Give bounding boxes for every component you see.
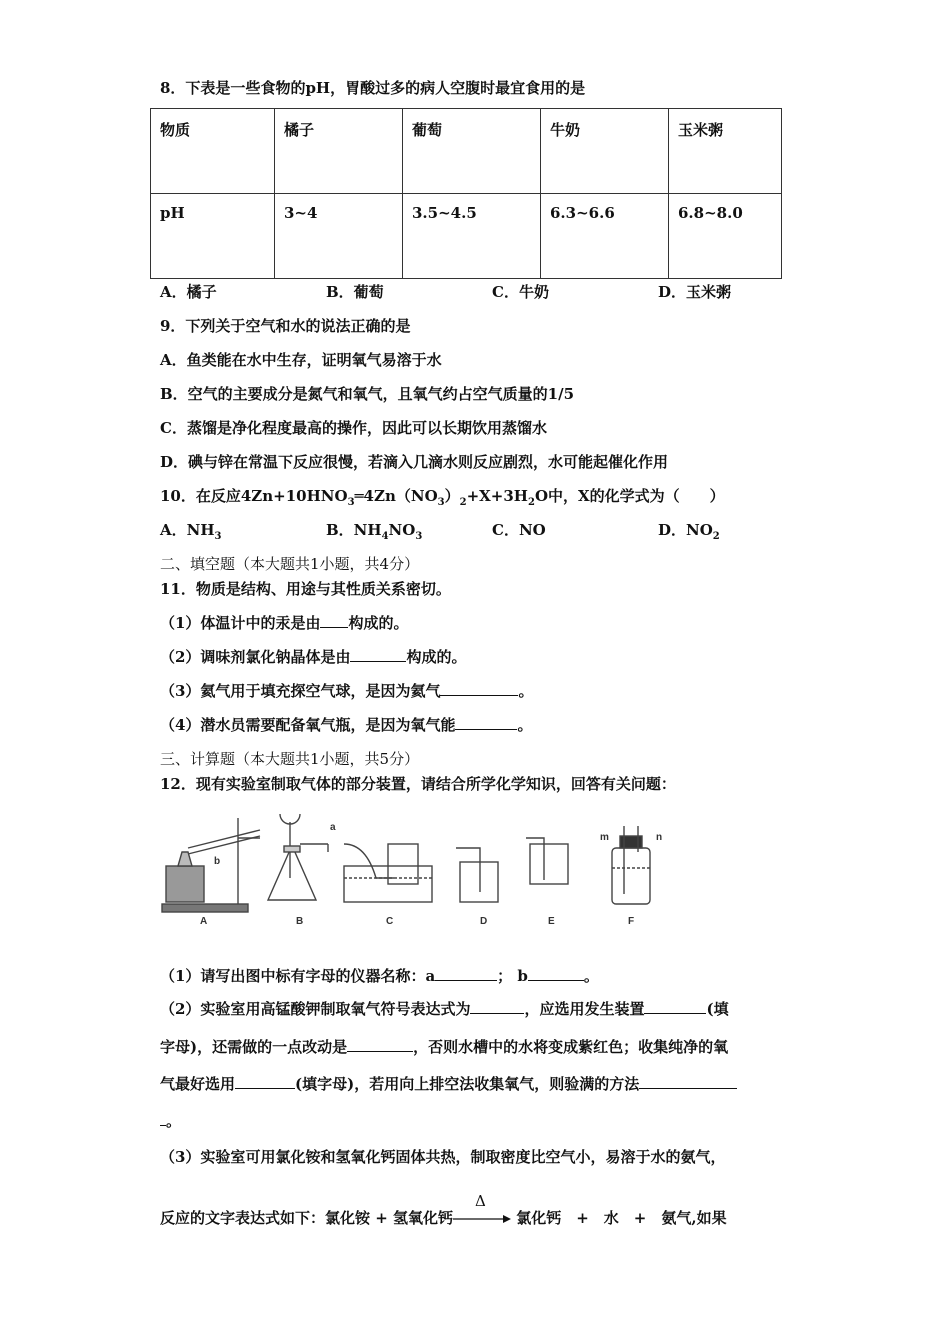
q11-item-2 (160, 646, 466, 668)
part-text: ，否则水槽中的水将变成紫红色；收集纯净的氧 (413, 1038, 729, 1056)
part-text: 反应的文字表达式如下：氯化铵 + 氢氧化钙 (160, 1209, 454, 1227)
answer-blank[interactable] (528, 966, 584, 981)
q12-part2-line1 (160, 998, 729, 1020)
option-text: NO (388, 521, 416, 539)
delta-symbol: Δ (475, 1192, 486, 1210)
part-text: 氯化钙 + 水 + 氨气,如果 (511, 1209, 727, 1227)
item-text: （1）体温计中的汞是由 (160, 614, 321, 632)
table-cell: 葡萄 (403, 109, 541, 194)
answer-blank[interactable] (470, 999, 524, 1014)
subscript: 3 (347, 497, 355, 508)
q8-options (160, 281, 731, 303)
q9-option-d[interactable]: D．碘与锌在常温下反应很慢，若滴入几滴水则反应剧烈，水可能起催化作用 (160, 453, 669, 471)
arrow-icon (453, 1212, 511, 1226)
option-text: A．NH (160, 521, 215, 539)
item-text: （2）调味剂氯化钠晶体是由 (160, 648, 351, 666)
label-D: D (480, 916, 488, 927)
table-cell: 玉米粥 (669, 109, 782, 194)
apparatus-a (162, 818, 260, 912)
q10-stem-part: ═4Zn（NO (354, 487, 438, 505)
q11-stem: 11．物质是结构、用途与其性质关系密切。 (160, 580, 451, 598)
apparatus-e (526, 838, 568, 884)
subscript: 2 (527, 497, 535, 508)
answer-blank[interactable] (639, 1074, 737, 1089)
reaction-arrow (453, 1192, 511, 1226)
q9-option-c[interactable]: C．蒸馏是净化程度最高的操作，因此可以长期饮用蒸馏水 (160, 419, 547, 437)
subscript: 2 (459, 497, 467, 508)
q10-stem (160, 485, 725, 514)
part-text: ，应选用发生装置 (524, 1000, 645, 1018)
label-A: A (200, 916, 208, 927)
label-m: m (600, 832, 609, 843)
section-heading: 三、计算题（本大题共1小题，共5分） (160, 750, 420, 768)
label-a: a (330, 822, 336, 833)
part-text: 气最好选用 (160, 1075, 236, 1093)
q11-item-3 (160, 680, 533, 702)
part-text: ； b (497, 967, 528, 985)
table-cell: 3.5~4.5 (403, 194, 541, 279)
part-text: 字母)，还需做的一点改动是 (160, 1038, 348, 1056)
item-text: 构成的。 (348, 614, 409, 632)
answer-blank[interactable] (435, 966, 497, 981)
part-text: 。 (583, 967, 599, 985)
q10-stem-part: ） (444, 487, 460, 505)
q10-stem-part: +X+3H (466, 487, 528, 505)
q12-part2-line4 (160, 1110, 181, 1132)
label-n: n (656, 832, 663, 843)
q9-option-a[interactable]: A．鱼类能在水中生存，证明氧气易溶于水 (160, 351, 442, 369)
answer-blank[interactable] (320, 613, 348, 628)
part-text: （1）请写出图中标有字母的仪器名称：a (160, 967, 436, 985)
answer-blank[interactable] (347, 1037, 413, 1052)
q12-stem: 12．现有实验室制取气体的部分装置，请结合所学化学知识，回答有关问题： (160, 775, 676, 793)
subscript: 3 (214, 531, 222, 542)
table-cell: 3~4 (275, 194, 403, 279)
answer-blank[interactable] (350, 647, 406, 662)
option-text: C．NO (492, 521, 546, 539)
item-text: 构成的。 (406, 648, 467, 666)
label-C: C (386, 916, 394, 927)
table-cell: pH (151, 194, 275, 279)
subscript: 2 (712, 531, 720, 542)
answer-blank[interactable] (235, 1074, 295, 1089)
ph-table (150, 108, 782, 279)
option-d[interactable]: D．玉米粥 (658, 283, 732, 301)
item-text: （4）潜水员需要配备氧气瓶，是因为氧气能 (160, 716, 456, 734)
q12-part1 (160, 965, 599, 987)
apparatus-f (612, 826, 650, 904)
option-a[interactable] (160, 519, 326, 548)
label-b: b (214, 856, 221, 867)
option-a[interactable]: A．橘子 (160, 283, 217, 301)
part-text: 。 (166, 1112, 182, 1130)
q12-part3-line1: （3）实验室可用氯化铵和氢氧化钙固体共热，制取密度比空气小，易溶于水的氨气， (160, 1148, 726, 1166)
q8-stem: 8．下表是一些食物的pH，胃酸过多的病人空腹时最宜食用的是 (160, 79, 586, 97)
q12-part2-line3 (160, 1073, 737, 1095)
label-B: B (296, 916, 304, 927)
q9-stem: 9．下列关于空气和水的说法正确的是 (160, 317, 411, 335)
q12-part2-line2 (160, 1036, 728, 1058)
q10-stem-part: 10．在反应4Zn+10HNO (160, 487, 348, 505)
part-text: (填字母)，若用向上排空法收集氧气，则验满的方法 (295, 1075, 640, 1093)
apparatus-figure (160, 808, 690, 928)
table-cell: 橘子 (275, 109, 403, 194)
q10-options (160, 519, 720, 548)
apparatus-b (268, 814, 328, 900)
q11-item-4 (160, 714, 532, 736)
table-row (151, 194, 782, 279)
option-c[interactable] (492, 519, 658, 541)
option-text: B．NH (326, 521, 382, 539)
apparatus-d (456, 848, 498, 902)
table-cell: 牛奶 (541, 109, 669, 194)
option-b[interactable] (326, 519, 492, 548)
answer-blank[interactable] (440, 681, 518, 696)
part-text: (填 (706, 1000, 729, 1018)
subscript: 3 (415, 531, 423, 542)
q10-stem-part: O中，X的化学式为（ ） (534, 487, 725, 505)
option-text: D．NO (658, 521, 713, 539)
section-heading: 二、填空题（本大题共1小题，共4分） (160, 555, 420, 573)
label-E: E (548, 916, 555, 927)
item-text: 。 (517, 716, 533, 734)
option-b[interactable]: B．葡萄 (326, 283, 384, 301)
item-text: 。 (518, 682, 534, 700)
label-F: F (628, 916, 635, 927)
table-header-row (151, 109, 782, 194)
part-text: （2）实验室用高锰酸钾制取氧气符号表达式为 (160, 1000, 471, 1018)
option-d[interactable] (658, 519, 720, 548)
table-cell: 6.8~8.0 (669, 194, 782, 279)
option-c[interactable]: C．牛奶 (492, 283, 549, 301)
table-cell: 6.3~6.6 (541, 194, 669, 279)
q11-item-1 (160, 612, 408, 634)
q12-part3-line2 (160, 1192, 727, 1229)
subscript: 4 (381, 531, 389, 542)
q9-option-b[interactable]: B．空气的主要成分是氮气和氧气，且氧气约占空气质量的1/5 (160, 385, 575, 403)
table-cell: 物质 (151, 109, 275, 194)
answer-blank[interactable] (644, 999, 706, 1014)
item-text: （3）氦气用于填充探空气球，是因为氦气 (160, 682, 441, 700)
apparatus-c (344, 844, 432, 902)
subscript: 3 (437, 497, 445, 508)
answer-blank[interactable] (455, 715, 517, 730)
